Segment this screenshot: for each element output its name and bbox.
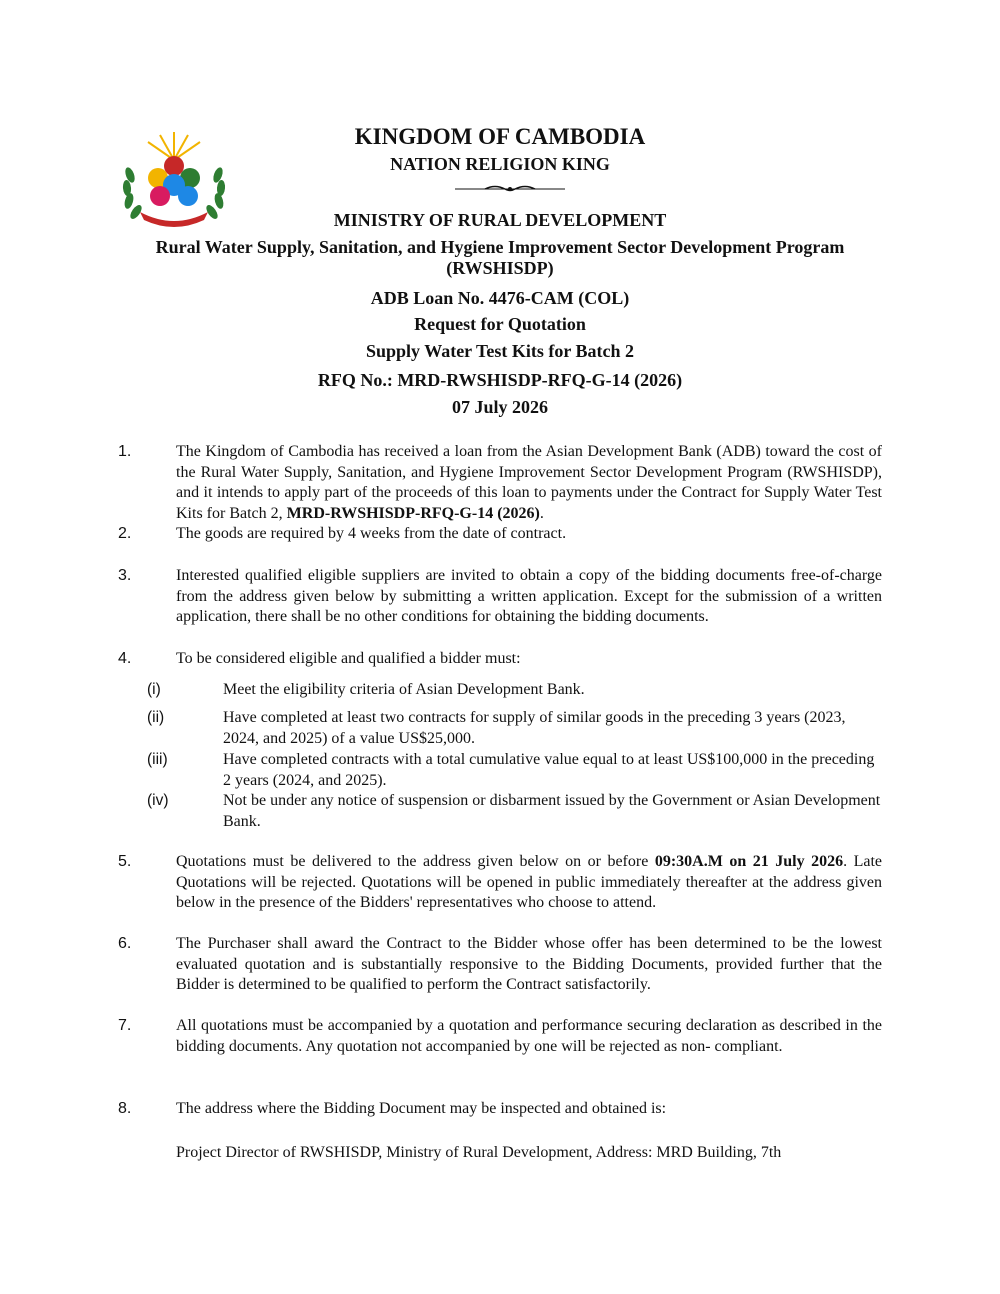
- paragraph-text: To be considered eligible and qualified a bidder must:: [176, 650, 521, 667]
- paragraph-4: [118, 649, 882, 670]
- rfq-number: RFQ No.: MRD-RWSHISDP-RFQ-G-14 (2026): [317, 370, 683, 390]
- paragraph-text: Interested qualified eligible suppliers are invited to obtain a copy of the bidding documents free-of-charge from the address given below by submitting a written application. Except for the submission of a written application, there shall be no other conditions for obtaining the bidding documents.: [176, 567, 882, 625]
- program-line1: Rural Water Supply, Sanitation, and Hygiene Improvement Sector Development Program: [155, 237, 845, 257]
- paragraph-text: The Purchaser shall award the Contract to the Bidder whose offer has been determined to be the lowest evaluated quotation and is substantially responsive to the Bidding Documents, provided further that the Bidder is determined to be qualified to perform the Contract satisfactorily.: [176, 935, 882, 993]
- ministry-title: MINISTRY OF RURAL DEVELOPMENT: [333, 210, 667, 230]
- paragraph-5: [118, 852, 882, 914]
- address-text: Project Director of RWSHISDP, Ministry of Rural Development, Address: MRD Building, 7th: [176, 1144, 782, 1161]
- item-number: (i): [147, 681, 161, 698]
- paragraph-number: 1.: [118, 443, 132, 460]
- motto: NATION RELIGION KING: [390, 154, 610, 174]
- program-line2: (RWSHISDP): [446, 258, 554, 278]
- paragraph-number: 7.: [118, 1017, 132, 1034]
- paragraph-text: [176, 442, 882, 524]
- item-number: (iii): [147, 751, 168, 768]
- paragraph-number: 6.: [118, 935, 132, 952]
- text-segment: . Late Quotations will be rejected. Quotations will be opened in public immediately thereafter at the address given below in the presence of the Bidders' representatives who choose to attend.: [176, 853, 883, 911]
- paragraph-number: 4.: [118, 650, 132, 667]
- item-text: Have completed at least two contracts for supply of similar goods in the preceding 3 years (2023, 2024, and 2025) of a value US$25,000.: [223, 709, 846, 747]
- ornament-divider-icon: [455, 184, 565, 194]
- text-segment: .: [539, 504, 544, 522]
- paragraph-7: [118, 1016, 882, 1057]
- paragraph-number: 3.: [118, 567, 132, 584]
- paragraph-1: [118, 442, 882, 524]
- item-text: Meet the eligibility criteria of Asian Development Bank.: [223, 681, 585, 698]
- deadline: 09:30A.M on 21 July 2026: [654, 853, 844, 870]
- item-number: (iv): [147, 792, 169, 809]
- item-number: (ii): [147, 709, 165, 726]
- paragraph-8: [118, 1099, 882, 1120]
- item-text: Not be under any notice of suspension or disbarment issued by the Government or Asian Development Bank.: [223, 792, 881, 830]
- paragraph-number: 2.: [118, 525, 132, 542]
- text-segment: The Kingdom of Cambodia has received a loan from the Asian Development Bank (ADB) toward the cost of the Rural Water Supply, Sanitation, and Hygiene Improvement Sector Development Program (RWSHISDP), and it intends to apply part of the proceeds of this loan to payments under the Contract for Supply Water Test Kits for Batch 2,: [176, 443, 882, 522]
- document-date: 07 July 2026: [451, 397, 548, 417]
- item-text: Have completed contracts with a total cumulative value equal to at least US$100,000 in the preceding 2 years (2024, and 2025).: [223, 751, 875, 789]
- criteria-item: [147, 708, 882, 749]
- program-title: [110, 237, 890, 279]
- criteria-item: [147, 750, 882, 791]
- loan-number: ADB Loan No. 4476-CAM (COL): [370, 288, 630, 308]
- paragraph-text: All quotations must be accompanied by a quotation and performance securing declaration as described in the bidding documents. Any quotation not accompanied by one will be rejected as non- compliant.: [176, 1017, 882, 1055]
- paragraph-2: [118, 524, 882, 545]
- paragraph-text: [176, 852, 882, 914]
- criteria-item: [147, 680, 882, 701]
- paragraph-6: [118, 934, 882, 996]
- doc-type: Request for Quotation: [414, 314, 586, 334]
- criteria-item: [147, 791, 882, 832]
- text-segment: Quotations must be delivered to the address given below on or before: [176, 853, 655, 870]
- subject: Supply Water Test Kits for Batch 2: [365, 341, 635, 361]
- paragraph-text: The goods are required by 4 weeks from the date of contract.: [176, 525, 567, 542]
- contract-reference: MRD-RWSHISDP-RFQ-G-14 (2026): [286, 504, 540, 522]
- country-title: KINGDOM OF CAMBODIA: [354, 124, 646, 149]
- paragraph-number: 5.: [118, 853, 132, 870]
- address-line: [118, 1143, 882, 1164]
- paragraph-text: The address where the Bidding Document may be inspected and obtained is:: [176, 1100, 667, 1117]
- paragraph-number: 8.: [118, 1100, 132, 1117]
- paragraph-3: [118, 566, 882, 628]
